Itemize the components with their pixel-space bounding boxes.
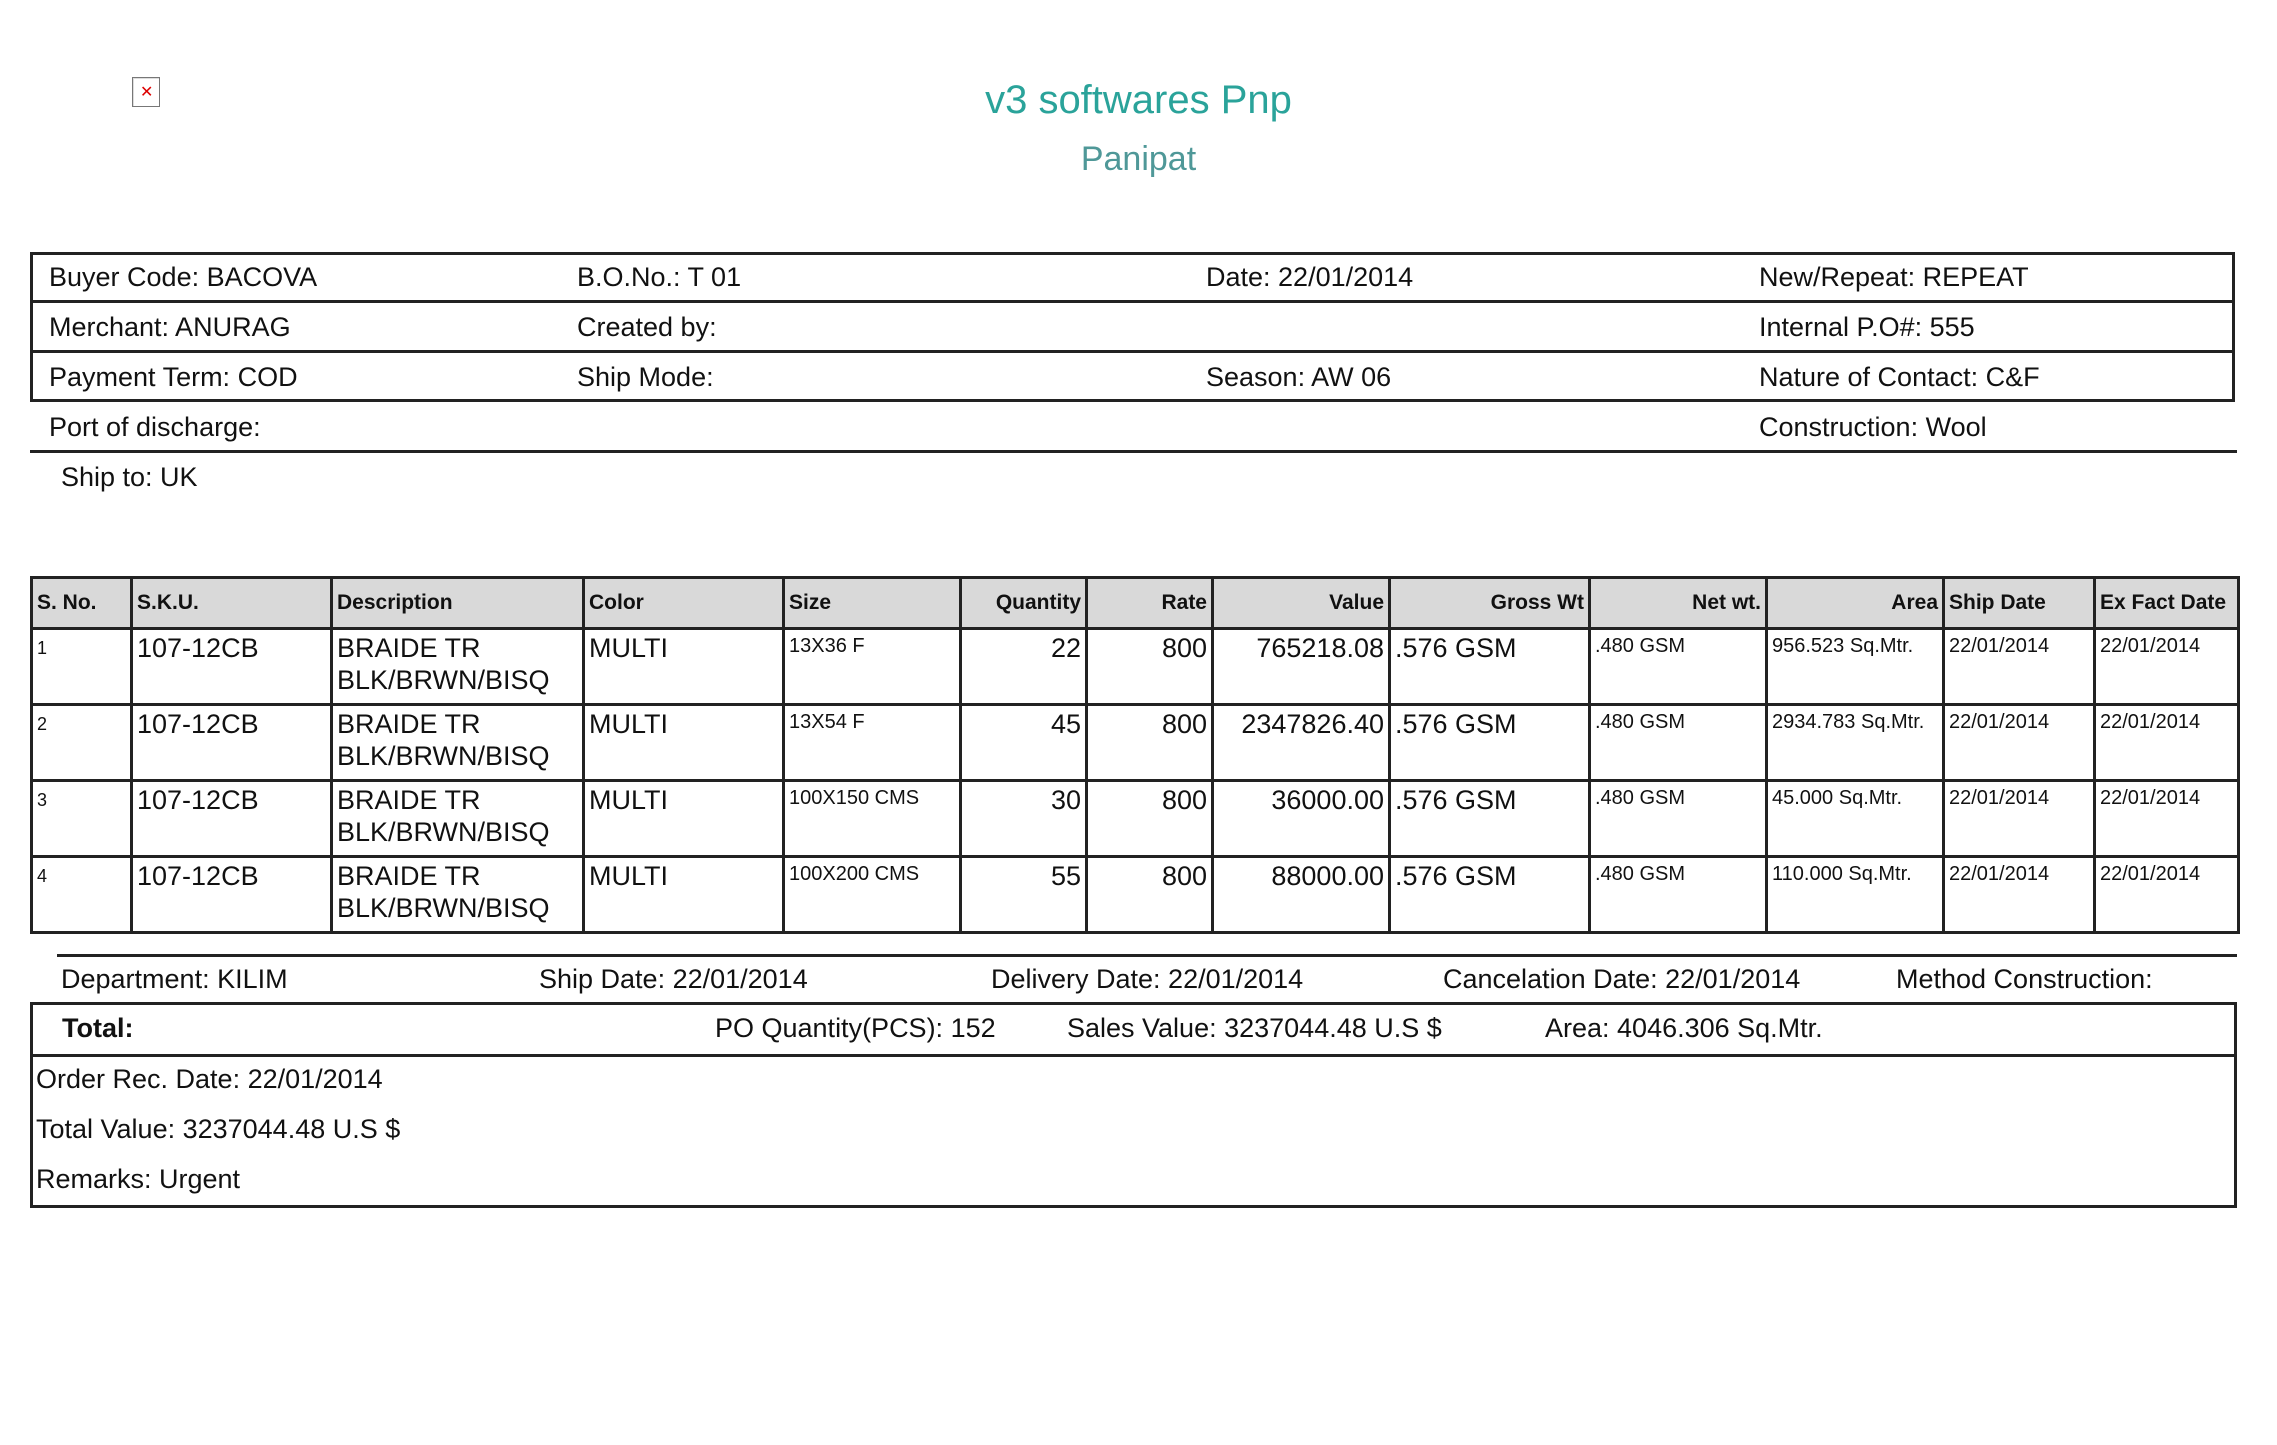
cell-sno: 4 xyxy=(32,857,132,933)
delivery-date: Delivery Date: 22/01/2014 xyxy=(991,964,1304,994)
col-header-quantity: Quantity xyxy=(961,578,1087,629)
col-header-gross-wt: Gross Wt xyxy=(1390,578,1590,629)
cell-net-wt: .480 GSM xyxy=(1590,705,1767,781)
internal-po: Internal P.O#: 555 xyxy=(1759,312,1975,342)
col-header-area: Area xyxy=(1767,578,1944,629)
divider xyxy=(30,1054,2237,1057)
bo-number: B.O.No.: T 01 xyxy=(577,262,742,292)
divider xyxy=(30,450,2237,453)
cell-ship-date: 22/01/2014 xyxy=(1944,629,2095,705)
total-area: Area: 4046.306 Sq.Mtr. xyxy=(1545,1013,1823,1043)
company-name: v3 softwares Pnp xyxy=(985,78,1292,122)
cell-value: 36000.00 xyxy=(1213,781,1390,857)
cell-net-wt: .480 GSM xyxy=(1590,857,1767,933)
cell-size: 13X36 F xyxy=(784,629,961,705)
table-header-row xyxy=(32,578,2239,629)
cell-ship-date: 22/01/2014 xyxy=(1944,705,2095,781)
cell-gross-wt: .576 GSM xyxy=(1390,705,1590,781)
col-header-sku: S.K.U. xyxy=(132,578,332,629)
cell-ex-fact-date: 22/01/2014 xyxy=(2095,857,2239,933)
divider xyxy=(30,350,2235,353)
order-rec-date: Order Rec. Date: 22/01/2014 xyxy=(36,1064,383,1094)
company-city: Panipat xyxy=(1080,140,1197,178)
footer-ship-date: Ship Date: 22/01/2014 xyxy=(539,964,808,994)
col-header-ship-date: Ship Date xyxy=(1944,578,2095,629)
cell-quantity: 45 xyxy=(961,705,1087,781)
col-header-ex-fact-date: Ex Fact Date xyxy=(2095,578,2239,629)
sales-value: Sales Value: 3237044.48 U.S $ xyxy=(1067,1013,1442,1043)
cell-sno: 3 xyxy=(32,781,132,857)
cell-color: MULTI xyxy=(584,857,784,933)
divider xyxy=(57,954,2237,957)
cell-net-wt: .480 GSM xyxy=(1590,781,1767,857)
cell-sku: 107-12CB xyxy=(132,781,332,857)
col-header-net-wt: Net wt. xyxy=(1590,578,1767,629)
col-header-value: Value xyxy=(1213,578,1390,629)
cell-value: 2347826.40 xyxy=(1213,705,1390,781)
method-construction: Method Construction: xyxy=(1896,964,2153,994)
ship-to: Ship to: UK xyxy=(61,462,198,492)
po-quantity: PO Quantity(PCS): 152 xyxy=(715,1013,996,1043)
cell-rate: 800 xyxy=(1087,629,1213,705)
cell-ex-fact-date: 22/01/2014 xyxy=(2095,629,2239,705)
table-row xyxy=(32,629,2239,705)
construction: Construction: Wool xyxy=(1759,412,1987,442)
nature-of-contact: Nature of Contact: C&F xyxy=(1759,362,2040,392)
col-header-description: Description xyxy=(332,578,584,629)
season: Season: AW 06 xyxy=(1206,362,1392,392)
cell-ship-date: 22/01/2014 xyxy=(1944,857,2095,933)
cell-description: BRAIDE TR BLK/BRWN/BISQ xyxy=(332,629,584,705)
cell-quantity: 30 xyxy=(961,781,1087,857)
order-date: Date: 22/01/2014 xyxy=(1206,262,1414,292)
table-row xyxy=(32,781,2239,857)
cell-size: 100X200 CMS xyxy=(784,857,961,933)
total-value: Total Value: 3237044.48 U.S $ xyxy=(36,1114,401,1144)
cell-ex-fact-date: 22/01/2014 xyxy=(2095,781,2239,857)
new-repeat: New/Repeat: REPEAT xyxy=(1759,262,2029,292)
cell-quantity: 55 xyxy=(961,857,1087,933)
col-header-color: Color xyxy=(584,578,784,629)
port-of-discharge: Port of discharge: xyxy=(49,412,261,442)
cell-rate: 800 xyxy=(1087,781,1213,857)
items-table xyxy=(30,576,2240,934)
cell-gross-wt: .576 GSM xyxy=(1390,781,1590,857)
cell-quantity: 22 xyxy=(961,629,1087,705)
cell-sno: 2 xyxy=(32,705,132,781)
cell-area: 956.523 Sq.Mtr. xyxy=(1767,629,1944,705)
total-label: Total: xyxy=(62,1013,134,1043)
cell-rate: 800 xyxy=(1087,857,1213,933)
cell-sku: 107-12CB xyxy=(132,857,332,933)
divider xyxy=(30,300,2235,303)
created-by: Created by: xyxy=(577,312,717,342)
cell-gross-wt: .576 GSM xyxy=(1390,857,1590,933)
cell-rate: 800 xyxy=(1087,705,1213,781)
cell-area: 110.000 Sq.Mtr. xyxy=(1767,857,1944,933)
col-header-rate: Rate xyxy=(1087,578,1213,629)
cell-size: 13X54 F xyxy=(784,705,961,781)
cell-color: MULTI xyxy=(584,781,784,857)
remarks: Remarks: Urgent xyxy=(36,1164,241,1194)
department: Department: KILIM xyxy=(61,964,288,994)
payment-term: Payment Term: COD xyxy=(49,362,298,392)
cell-ex-fact-date: 22/01/2014 xyxy=(2095,705,2239,781)
cell-sno: 1 xyxy=(32,629,132,705)
broken-logo-icon: ✕ xyxy=(132,77,160,107)
cell-description: BRAIDE TR BLK/BRWN/BISQ xyxy=(332,857,584,933)
cell-net-wt: .480 GSM xyxy=(1590,629,1767,705)
merchant: Merchant: ANURAG xyxy=(49,312,291,342)
cell-ship-date: 22/01/2014 xyxy=(1944,781,2095,857)
buyer-code: Buyer Code: BACOVA xyxy=(49,262,318,292)
cell-description: BRAIDE TR BLK/BRWN/BISQ xyxy=(332,781,584,857)
cell-sku: 107-12CB xyxy=(132,705,332,781)
cell-description: BRAIDE TR BLK/BRWN/BISQ xyxy=(332,705,584,781)
cell-sku: 107-12CB xyxy=(132,629,332,705)
ship-mode: Ship Mode: xyxy=(577,362,714,392)
table-row xyxy=(32,857,2239,933)
table-row xyxy=(32,705,2239,781)
col-header-sno: S. No. xyxy=(32,578,132,629)
cell-size: 100X150 CMS xyxy=(784,781,961,857)
cell-value: 88000.00 xyxy=(1213,857,1390,933)
cell-gross-wt: .576 GSM xyxy=(1390,629,1590,705)
cell-color: MULTI xyxy=(584,705,784,781)
cell-area: 2934.783 Sq.Mtr. xyxy=(1767,705,1944,781)
cell-value: 765218.08 xyxy=(1213,629,1390,705)
cancelation-date: Cancelation Date: 22/01/2014 xyxy=(1443,964,1801,994)
cell-color: MULTI xyxy=(584,629,784,705)
cell-area: 45.000 Sq.Mtr. xyxy=(1767,781,1944,857)
col-header-size: Size xyxy=(784,578,961,629)
